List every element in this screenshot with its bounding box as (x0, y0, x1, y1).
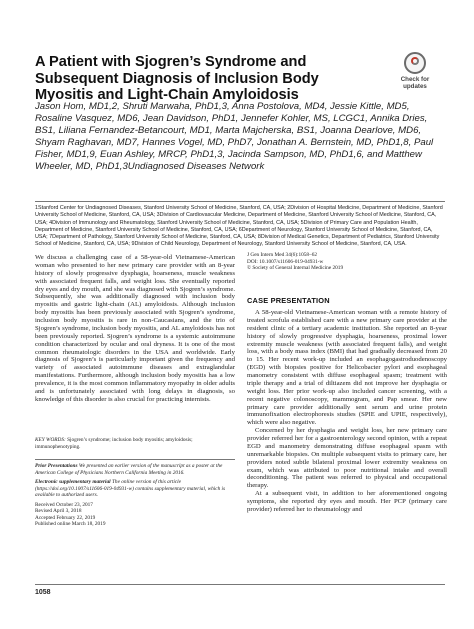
case-presentation (247, 309, 447, 514)
keywords-text: Sjogren’s syndrome; inclusion body myositis; amyloidosis; immunophenotyping. (35, 437, 193, 450)
supplementary-material (35, 479, 235, 499)
badge-label: Check for updates (400, 76, 430, 90)
journal-doi[interactable]: DOI: 10.1007/s11606-019-04931-w (247, 258, 324, 265)
journal-citation: J Gen Intern Med 34(6):1058–62 (247, 252, 318, 258)
revised-date: Revised April 3, 2018 (35, 508, 82, 515)
received-date: Received October 23, 2017 (35, 501, 93, 508)
article-meta (35, 463, 235, 528)
page-number: 1058 (35, 589, 51, 596)
section-heading: CASE PRESENTATION (247, 296, 330, 305)
esm-label: Electronic supplementary material (35, 479, 111, 486)
case-paragraph: A 58-year-old Vietnamese-American woman with a remote history of treated scrofula established care with a new primary care provider at the resident clinic of a tertiary academic institution. She reported an 8-year history of slowly progressive dysphagia, hoarseness, proximal lower extremity muscle weakness (with associated frequent falls), and weight loss, with a body mass index (BMI) that had gradually decreased from 20 to 15. Her recent work-up included an esophagogastroduodenoscopy (EGD) with biopsies positive for Helicobacter pylori and esophageal manometry consistent with diffuse esophageal spasm; treatment with triple therapy and a trial of diltiazem did not improve her dysphagia or weight loss. Her prior work-up also included cancer screening, with a recent negative colonoscopy, mammogram, and Pap smear. Her new primary care provider additionally sent serum and urine protein immunofixation electrophoresis studies (SPIE and UPIE, respectively), which were also negative. (247, 309, 447, 427)
journal-info (247, 252, 437, 272)
prior-presentations (35, 463, 235, 476)
footer-rule (35, 584, 445, 585)
affiliation-top-rule (35, 201, 445, 202)
keywords (35, 437, 235, 451)
case-paragraph: Concerned by her dysphagia and weight loss, her new primary care provider referred her for a gastroenterology second opinion, with a repeat EGD and manometry demonstrating diffuse esophageal spasm with unremarkable biopsies. On multiple subsequent visits to primary care, her providers noted subtle bilateral proximal lower extremity weakness on exam, which was attributed to poor nutritional intake and overall deconditioning. The patient was referred to physical and occupational therapy. (247, 427, 447, 490)
journal-copyright: © Society of General Internal Medicine 2019 (247, 265, 344, 272)
accepted-date: Accepted February 22, 2019 (35, 514, 96, 521)
article-title: A Patient with Sjogren’s Syndrome and Subsequent Diagnosis of Inclusion Body Myositis and Light-Chain Amyloidosis (35, 54, 319, 104)
update-check-icon (404, 52, 426, 74)
keywords-label: KEY WORDS: (35, 437, 66, 443)
case-paragraph: At a subsequent visit, in addition to her aforementioned ongoing symptoms, she reported dry eyes and mouth. Her PCP (primary care provider) referred her to rheumatology and (247, 490, 447, 513)
published-date: Published online March 18, 2019 (35, 521, 106, 528)
prior-label: Prior Presentations (35, 463, 78, 469)
esm-text[interactable]: The online version of this article (https://doi.org/10.1007/s11606-019-04931-w) contains supplementary material, which is available to authorized users. (35, 479, 226, 499)
meta-top-rule (35, 459, 235, 460)
abstract-text: We discuss a challenging case of a 58-year-old Vietnamese-American woman who presented to her new primary care provider with an 8-year history of slowly progressive dysphagia, hoarseness, muscle weakness with associated frequent falls, and weight loss. She eventually reported dry eyes and dry mouth, and she was diagnosed with Sjogren’s syndrome. Subsequently, she was additionally diagnosed with inclusion body myositis and gastric light-chain (AL) amyloidosis. Although inclusion body myositis has been previously associated with Sjogren’s syndrome, inclusion body myositis is rare in non-Caucasians, and the trio of Sjogren’s syndrome, inclusion body myositis, and AL amyloidosis has not been previously reported. Sjogren’s syndrome is a systemic autoimmune condition characterized by ocular and oral dryness. It is one of the most common rheumatologic disorders in the USA and worldwide. Early diagnosis of Sjogren’s is particularly important given the frequency and variety of associated autoimmune diseases and extraglandular manifestations. Furthermore, although inclusion body myositis has a low prevalence, it is the most common inflammatory myopathy in older adults and is unfortunately associated with long delays in diagnosis, so knowledge of this disorder is also crucial for practicing internists. (35, 254, 235, 403)
affiliations: 1Stanford Center for Undiagnosed Diseases, Stanford University School of Medicine, Stanford, CA, USA; 2Division of Hospital Medicine, Department of Medicine, Stanford University School of Medicine, Stanford, CA, USA; 3Division of Cardiovascular Medicine, Department of Medicine, Stanford University School of Medicine, Stanford, CA, USA; 4Division of Immunology and Rheumatology, Stanford University School of Medicine, Stanford, CA, USA; 5Division of Primary Care and Population Health, Department of Medicine, Stanford University School of Medicine, Stanford, CA, USA; 6Department of Neurology, Stanford University School of Medicine, Stanford, CA, USA; 7Department of Pathology, Stanford University School of Medicine, Stanford, CA, USA; 8Division of Medical Genetics, Department of Pediatrics, Stanford University School of Medicine, Stanford, CA, USA; 9Division of Child Neurology, Department of Neurology, Stanford University School of Medicine, Stanford, CA, USA. (35, 205, 443, 248)
check-for-updates-badge[interactable] (392, 52, 438, 96)
prior-text: We presented an earlier version of the manuscript as a poster at the American College of Physicians Northern California Meeting in 2016. (35, 463, 223, 476)
author-list: Jason Hom, MD1,2, Shruti Marwaha, PhD1,3, Anna Postolova, MD4, Jessie Kittle, MD5, Rosaline Vasquez, MD6, Jean Davidson, PhD1, Jennefer Kohler, MS, LCGC1, Annika Dries, BS1, Liliana Fernandez-Betancourt, MD1, Marta Majcherska, BS1, Joanna Dearlove, MD6, Shyam Raghavan, MD7, Hannes Vogel, MD, PhD7, Jonathan A. Bernstein, MD, PhD1,8, Paul Fisher, MD1,9, Euan Ashley, MRCP, PhD1,3, Jacinda Sampson, MD, PhD1,6, and Matthew Wheeler, MD, PhD1,3Undiagnosed Diseases Network (35, 101, 434, 172)
abstract (35, 254, 235, 404)
